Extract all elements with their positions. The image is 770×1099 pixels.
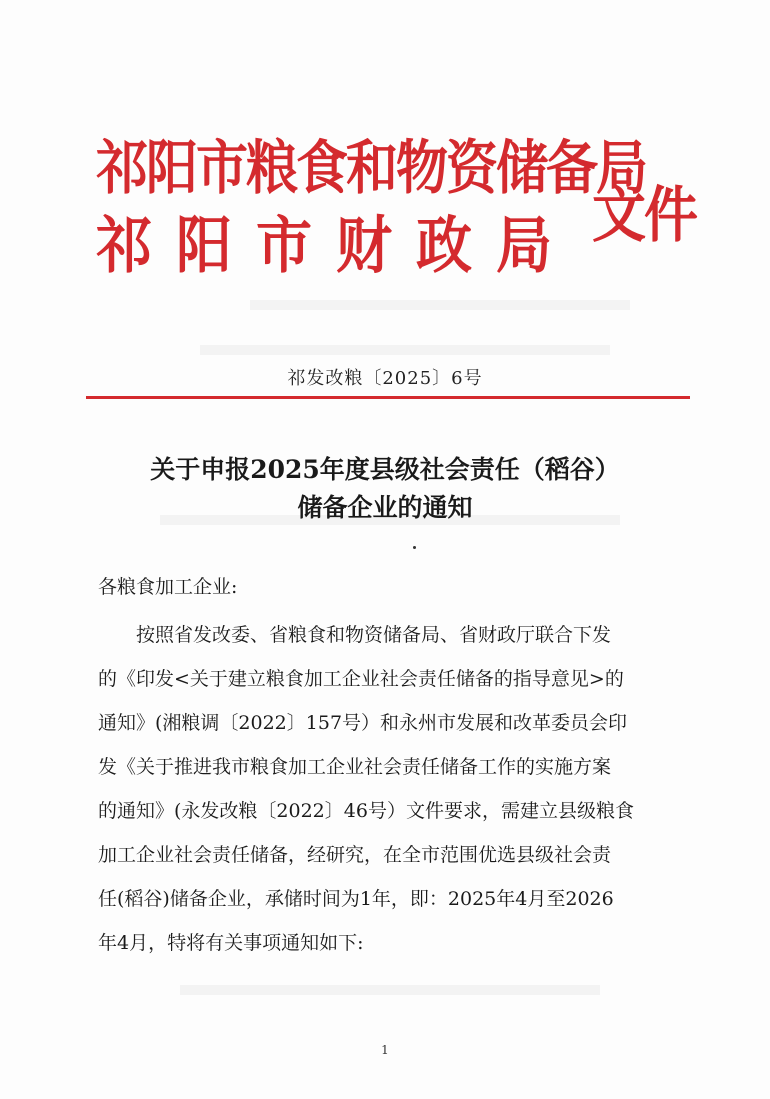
body-line: 按照省发改委、省粮食和物资储备局、省财政厅联合下发: [98, 624, 612, 646]
issuer-line-1: 祁阳市粮食和物资储备局: [96, 134, 647, 203]
body-line: 年4月，特将有关事项通知如下:: [98, 932, 364, 954]
document-title-line-2: 储备企业的通知: [297, 493, 473, 522]
body-line: 发《关于推进我市粮食加工企业社会责任储备工作的实施方案: [98, 756, 612, 778]
salutation: 各粮食加工企业:: [98, 576, 238, 598]
issuer-line-2: 祁阳市财政局: [96, 209, 576, 283]
body-line: 的通知》(永发改粮〔2022〕46号）文件要求，需建立县级粮食: [98, 800, 634, 822]
red-separator-rule: [86, 396, 690, 399]
document-title-line-1: 关于申报2025年度县级社会责任（稻谷）: [150, 455, 620, 484]
bleed-through-mark: [250, 300, 630, 310]
body-line: 的《印发<关于建立粮食加工企业社会责任储备的指导意见>的: [98, 668, 624, 690]
bleed-through-mark: [180, 985, 600, 995]
stray-dot: [413, 546, 416, 549]
bleed-through-mark: [200, 345, 610, 355]
document-number: 祁发改粮〔2025〕6号: [287, 368, 483, 389]
page-number: 1: [381, 1043, 389, 1057]
body-line: 加工企业社会责任储备，经研究，在全市范围优选县级社会责: [98, 844, 612, 866]
file-word: 文件: [592, 178, 696, 251]
body-line: 任(稻谷)储备企业，承储时间为1年，即：2025年4月至2026: [98, 888, 614, 910]
body-line: 通知》(湘粮调〔2022〕157号）和永州市发展和改革委员会印: [98, 712, 628, 734]
